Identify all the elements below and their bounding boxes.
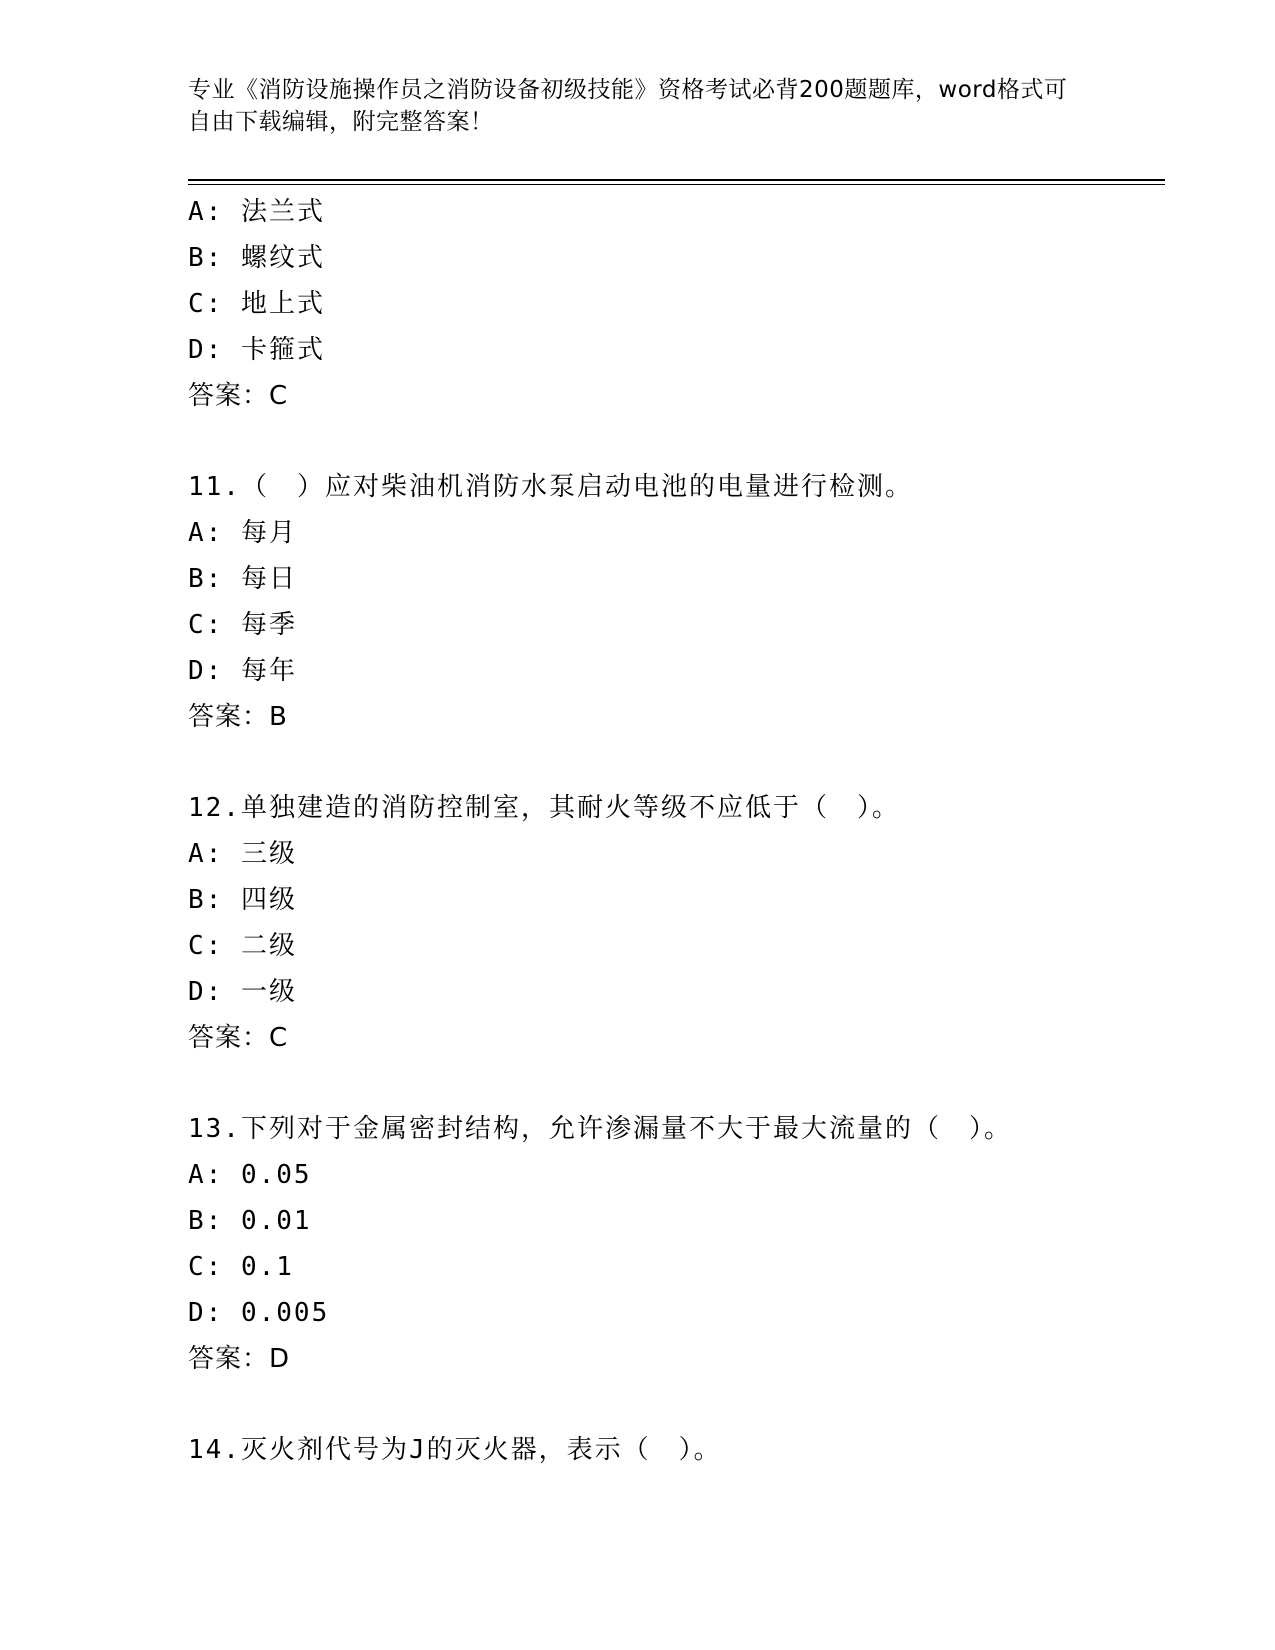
option-c: C: 每季 bbox=[188, 610, 297, 640]
answer-line: 答案：C bbox=[188, 381, 289, 411]
question-13 bbox=[188, 1106, 1165, 1382]
option-b: B: 每日 bbox=[188, 564, 297, 594]
question-stem: 14.灭火剂代号为J的灭火器，表示（ ）。 bbox=[188, 1435, 722, 1465]
answer-line: 答案：C bbox=[188, 1023, 289, 1053]
option-a: A: 法兰式 bbox=[188, 197, 325, 227]
option-c: C: 地上式 bbox=[188, 289, 325, 319]
option-d: D: 0.005 bbox=[188, 1298, 330, 1328]
option-b: B: 螺纹式 bbox=[188, 243, 325, 273]
document-header: 专业《消防设施操作员之消防设备初级技能》资格考试必背200题题库，word格式可自由下载编辑，附完整答案！ bbox=[188, 77, 1068, 135]
option-a: A: 0.05 bbox=[188, 1160, 312, 1190]
option-b: B: 四级 bbox=[188, 885, 297, 915]
question-stem: 13.下列对于金属密封结构，允许渗漏量不大于最大流量的（ ）。 bbox=[188, 1114, 1012, 1144]
answer-line: 答案：D bbox=[188, 1344, 291, 1374]
question-11 bbox=[188, 464, 1165, 740]
answer-line: 答案：B bbox=[188, 702, 288, 732]
option-a: A: 每月 bbox=[188, 518, 297, 548]
option-d: D: 每年 bbox=[188, 656, 297, 686]
option-d: D: 一级 bbox=[188, 977, 297, 1007]
question-14 bbox=[188, 1427, 1165, 1473]
question-partial bbox=[188, 189, 1165, 419]
header-divider bbox=[188, 179, 1165, 185]
option-d: D: 卡箍式 bbox=[188, 335, 325, 365]
option-a: A: 三级 bbox=[188, 839, 297, 869]
option-c: C: 二级 bbox=[188, 931, 297, 961]
question-stem: 12.单独建造的消防控制室，其耐火等级不应低于（ ）。 bbox=[188, 793, 900, 823]
question-list bbox=[188, 189, 1165, 1473]
option-b: B: 0.01 bbox=[188, 1206, 312, 1236]
question-12 bbox=[188, 785, 1165, 1061]
option-c: C: 0.1 bbox=[188, 1252, 294, 1282]
question-stem: 11.（ ）应对柴油机消防水泵启动电池的电量进行检测。 bbox=[188, 472, 913, 502]
